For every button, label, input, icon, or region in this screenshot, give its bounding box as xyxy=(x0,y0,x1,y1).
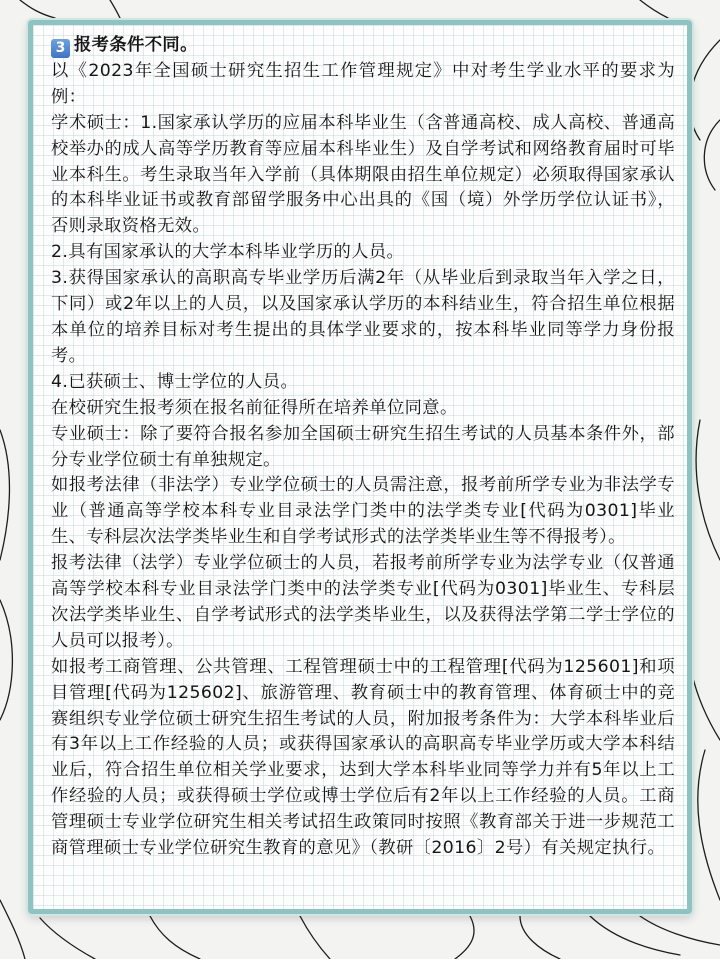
paragraph-academic-master-item-4: 4.已获硕士、博士学位的人员。 xyxy=(51,371,299,392)
paragraph-management-requirements: 如报考工商管理、公共管理、工程管理硕士中的工程管理[代码为125601]和项目管理[代码为125602]、旅游管理、教育硕士中的教育管理、体育硕士中的竞赛组织专业学位硕士研究生招生考试的人员，附加报考条件为：大学本科毕业后有3年以上工作经验的人员；或获得国家承认的高职高专毕业学历或大学本科结业后，符合招生单位相关学业要求，达到大学本科毕业同等学力并有5年以上工作经验的人员；或获得硕士学位或博士学位后有2年以上工作经验的人员。工商管理硕士专业学位研究生相关考试招生政策同时按照《教育部关于进一步规范工商管理硕士专业学位研究生教育的意见》（教研〔2016〕2号）有关规定执行。 xyxy=(51,656,675,859)
document-body xyxy=(51,33,675,862)
paragraph-academic-master-item-3: 3.获得国家承认的高职高专毕业学历后满2年（从毕业后到录取当年入学之日，下同）或2年以上的人员，以及国家承认学历的本科结业生，符合招生单位根据本单位的培养目标对考生提出的具体学业要求的，按本科毕业同等学力身份报考。 xyxy=(51,268,675,366)
paragraph-current-student-note: 在校研究生报考须在报名前征得所在培养单位同意。 xyxy=(51,397,458,418)
paragraph-law-non-law: 如报考法律（非法学）专业学位硕士的人员需注意，报考前所学专业为非法学专业（普通高等学校本科专业目录法学门类中的法学类专业[代码为0301]毕业生、专科层次法学类毕业生和自学考试形式的法学类毕业生等不得报考）。 xyxy=(51,475,675,548)
section-heading-text: 报考条件不同。 xyxy=(74,35,198,55)
section-heading xyxy=(51,33,675,59)
paragraph-intro: 以《2023年全国硕士研究生招生工作管理规定》中对考生学业水平的要求为例： xyxy=(51,60,675,107)
paragraph-academic-master-item-1: 学术硕士：1.国家承认学历的应届本科毕业生（含普通高校、成人高校、普通高校举办的成人高等学历教育等应届本科毕业生）及自学考试和网络教育届时可毕业本科生。考生录取当年入学前（具体期限由招生单位规定）必须取得国家承认的本科毕业证书或教育部留学服务中心出具的《国（境）外学历学位认证书》，否则录取资格无效。 xyxy=(51,112,675,237)
paragraph-academic-master-item-2: 2.具有国家承认的大学本科毕业学历的人员。 xyxy=(51,242,405,263)
paragraph-law-law: 报考法律（法学）专业学位硕士的人员，若报考前所学专业为法学专业（仅普通高等学校本科专业目录法学门类中的法学类专业[代码为0301]毕业生、专科层次法学类毕业生、自学考试形式的法学类毕业生，以及获得法学第二学士学位的人员可以报考）。 xyxy=(51,553,675,651)
number-three-badge-icon: 3 xyxy=(51,39,70,58)
content-card xyxy=(28,20,692,914)
paragraph-professional-master: 专业硕士：除了要符合报名参加全国硕士研究生招生考试的人员基本条件外，部分专业学位硕士有单独规定。 xyxy=(51,423,675,470)
